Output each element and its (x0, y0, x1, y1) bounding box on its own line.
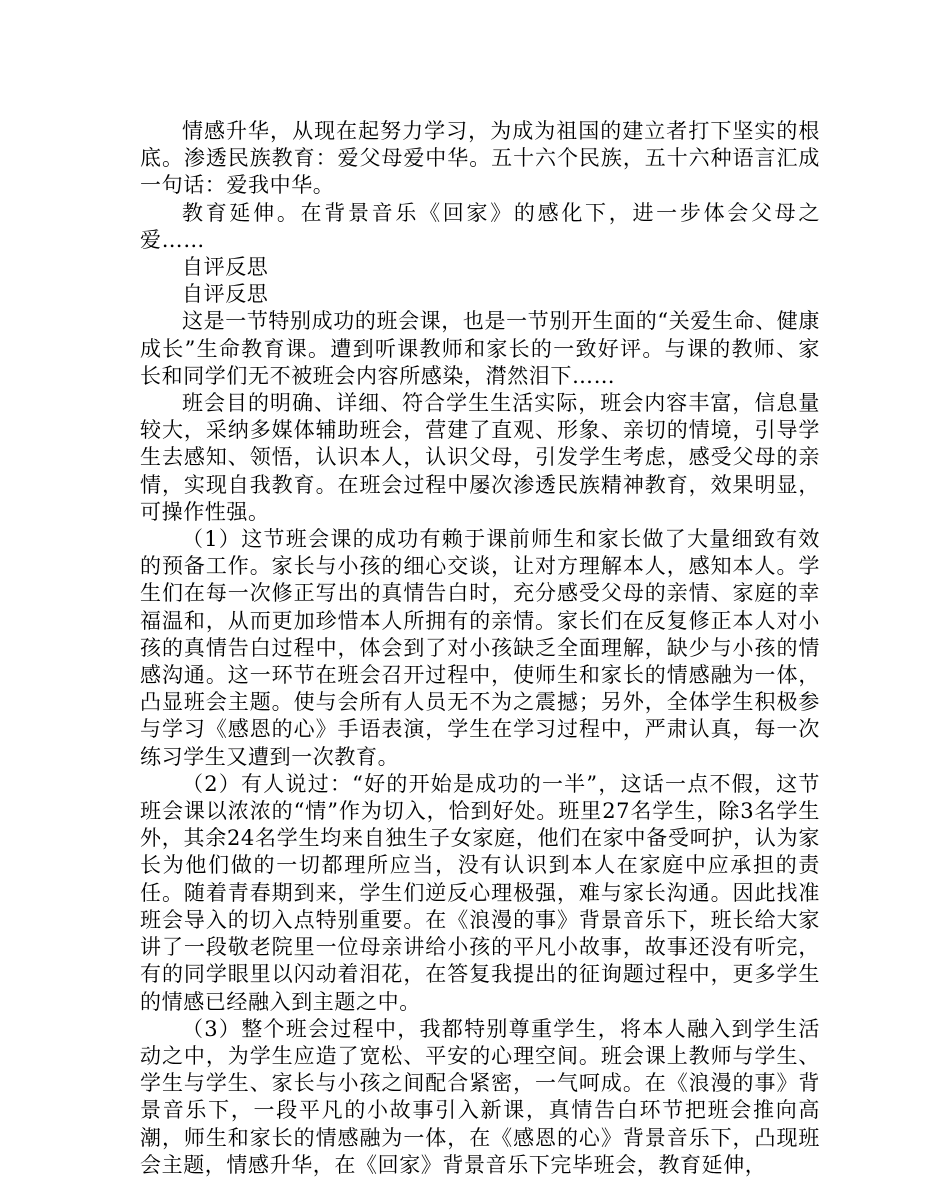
section-heading-self-reflection: 自评反思 (182, 255, 269, 280)
paragraph-point-3: （3）整个班会过程中，我都特别尊重学生，将本人融入到学生活动之中，为学生应造了宽松、平安的心理空间。班会课上教师与学生、学生与学生、家长与小孩之间配合紧密，一气呵成。在《浪漫的事》背景音乐下，一段平凡的小故事引入新课，真情告白环节把班会推向高潮，师生和家长的情感融为一体，在《感恩的心》背景音乐下，凸现班会主题，情感升华，在《回家》背景音乐下完毕班会，教育延伸， (140, 1016, 820, 1177)
paragraph-successful-class-meeting: 这是一节特别成功的班会课，也是一节别开生面的“关爱生命、健康成长”生命教育课。遭到听课教师和家长的一致好评。与课的教师、家长和同学们无不被班会内容所感染，潸然泪下…… (140, 309, 820, 388)
document-page (140, 118, 820, 1179)
paragraph-education-extension: 教育延伸。在背景音乐《回家》的感化下，进一步体会父母之爱…… (140, 200, 820, 252)
section-heading-self-reflection-repeat: 自评反思 (182, 282, 269, 307)
paragraph-point-1: （1）这节班会课的成功有赖于课前师生和家长做了大量细致有效的预备工作。家长与小孩的细心交谈，让对方理解本人，感知本人。学生们在每一次修正写出的真情告白时，充分感受父母的亲情、家庭的幸福温和，从而更加珍惜本人所拥有的亲情。家长们在反复修正本人对小孩的真情告白过程中，体会到了对小孩缺乏全面理解，缺少与小孩的情感沟通。这一环节在班会召开过程中，使师生和家长的情感融为一体，凸显班会主题。使与会所有人员无不为之震撼；另外，全体学生积极参与学习《感恩的心》手语表演，学生在学习过程中，严肃认真，每一次练习学生又遭到一次教育。 (140, 527, 820, 769)
paragraph-meeting-purpose: 班会目的明确、详细、符合学生生活实际，班会内容丰富，信息量较大，采纳多媒体辅助班会，营建了直观、形象、亲切的情境，引导学生去感知、领悟，认识本人，认识父母，引发学生考虑，感受父母的亲情，实现自我教育。在班会过程中屡次渗透民族精神教育，效果明显，可操作性强。 (140, 391, 820, 524)
paragraph-emotion-sublimation: 情感升华，从现在起努力学习，为成为祖国的建立者打下坚实的根底。渗透民族教育：爱父母爱中华。五十六个民族，五十六种语言汇成一句话：爱我中华。 (140, 119, 820, 198)
paragraph-point-2: （2）有人说过：“好的开始是成功的一半”，这话一点不假，这节班会课以浓浓的“情”作为切入，恰到好处。班里27名学生，除3名学生外，其余24名学生均来自独生子女家庭，他们在家中备受呵护，认为家长为他们做的一切都理所应当，没有认识到本人在家庭中应承担的责任。随着青春期到来，学生们逆反心理极强，难与家长沟通。因此找准班会导入的切入点特别重要。在《浪漫的事》背景音乐下，班长给大家讲了一段敬老院里一位母亲讲给小孩的平凡小故事，故事还没有听完，有的同学眼里以闪动着泪花，在答复我提出的征询题过程中，更多学生的情感已经融入到主题之中。 (140, 771, 820, 1014)
